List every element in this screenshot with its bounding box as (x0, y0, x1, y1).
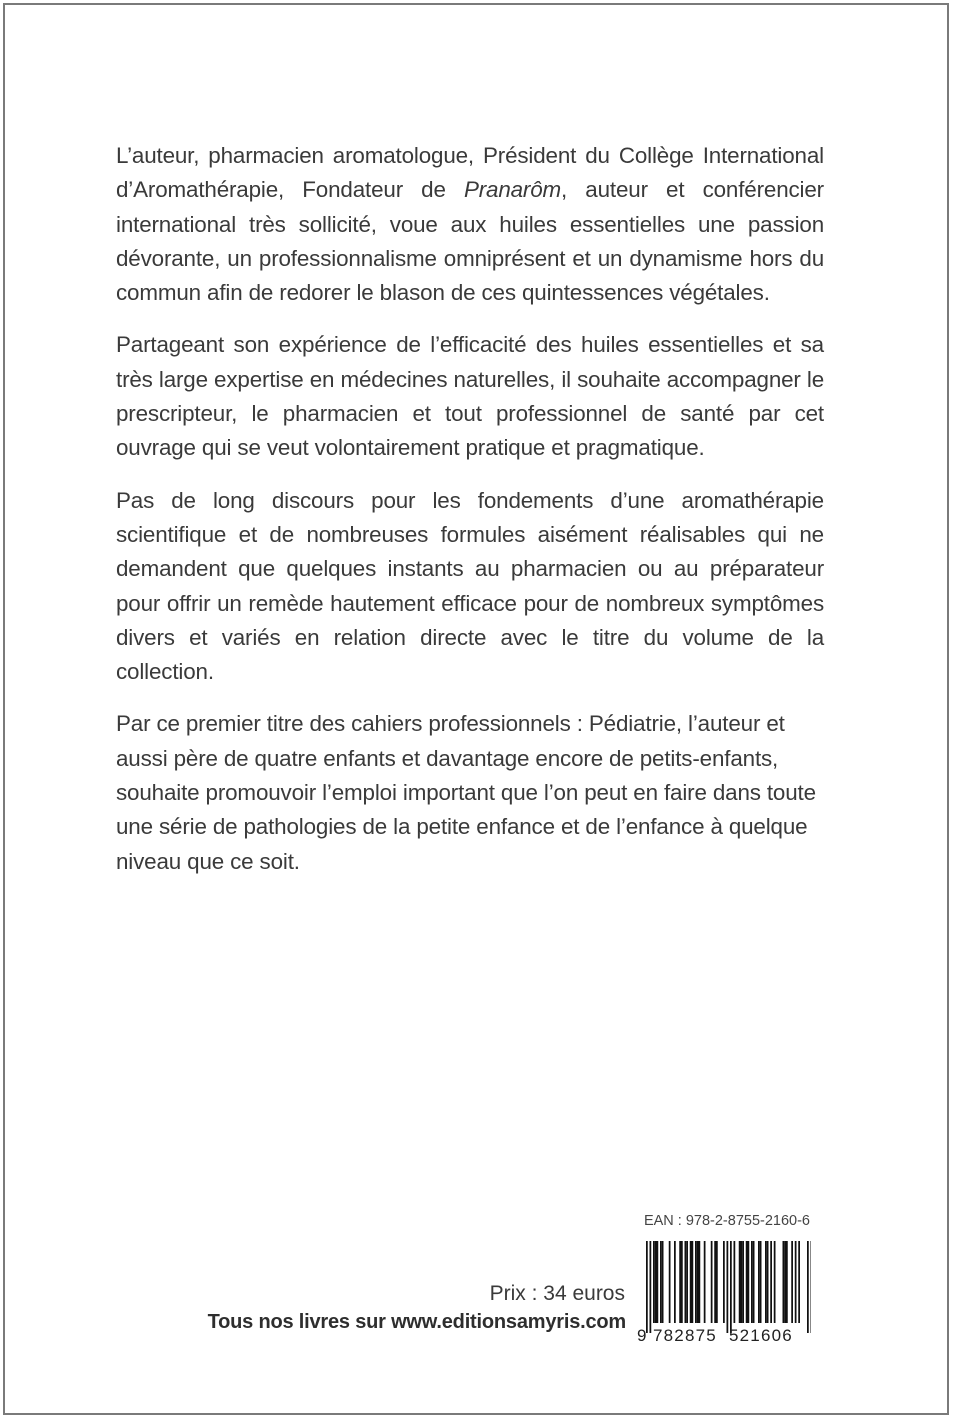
website-line: Tous nos livres sur www.editionsamyris.com (207, 1311, 626, 1333)
paragraph-pediatrics: Par ce premier titre des cahiers professionnels : Pédiatrie, l’auteur et aussi père de quatre enfants et davantage encore de petits-enfants, souhaite promouvoir l’emploi important que l’on peut en faire dans toute une série de pathologies de la petite enfance et de l’enfance à quelque niveau que ce soit. (116, 711, 816, 874)
barcode-bar (765, 1241, 767, 1323)
barcode-bar (730, 1241, 732, 1333)
barcode-bar (795, 1241, 797, 1323)
barcode-bar (679, 1241, 681, 1323)
barcode-bar (690, 1241, 692, 1323)
barcode-bar (662, 1241, 664, 1323)
barcode-bar (774, 1241, 776, 1323)
paragraph-author-start: L’auteur, pharmacien aromatologue, Président du Collège International d’Aromathérapie, Fondateur de (116, 143, 824, 203)
barcode-digit-prefix: 9 (637, 1326, 647, 1345)
barcode-bar (681, 1241, 683, 1323)
ean-label: EAN : 978-2-8755-2160-6 (643, 1213, 810, 1229)
barcode-bar (741, 1241, 743, 1323)
barcode-bar (657, 1241, 659, 1323)
barcode-bar (716, 1241, 718, 1323)
barcode-bar (727, 1241, 729, 1333)
barcode-bar (655, 1241, 657, 1323)
barcode-bar (723, 1241, 725, 1323)
barcode-digits-group-2: 521606 (729, 1326, 793, 1345)
price-label: Prix : 34 euros (489, 1282, 625, 1305)
barcode-bar (783, 1241, 785, 1323)
barcode-bar (704, 1241, 706, 1323)
barcode-bar (695, 1241, 697, 1323)
paragraph-experience: Partageant son expérience de l’efficacité des huiles essentielles et sa très large expertise en médecines naturelles, il souhaite accompagner le prescripteur, le pharmacien et tout professionnel de santé par cet ouvrage qui se veut volontairement pratique et pragmatique. (116, 332, 824, 461)
barcode-bar (650, 1241, 652, 1333)
barcode-bar (791, 1241, 793, 1323)
barcode-bar (748, 1241, 750, 1323)
barcode-bar (767, 1241, 769, 1323)
barcode-bar (739, 1241, 741, 1323)
barcode-bar (742, 1241, 744, 1323)
back-cover-text (116, 139, 824, 897)
barcode-bar (686, 1241, 688, 1323)
barcode-bar (760, 1241, 762, 1323)
barcode-bar (770, 1241, 772, 1323)
barcode-bar (746, 1241, 748, 1323)
barcode-bar (646, 1241, 648, 1333)
barcode-bar (692, 1241, 694, 1323)
barcode-bar (784, 1241, 786, 1323)
barcode-bar (798, 1241, 800, 1323)
barcode-bar (699, 1241, 701, 1323)
barcode-bar (786, 1241, 788, 1323)
barcode-bar (811, 1241, 812, 1333)
barcode-bar (751, 1241, 753, 1323)
paragraph-author-end: , auteur et conférencier international très sollicité, voue aux huiles essentielles une passion dévorante, un professionnalisme omniprésent et un dynamisme hors du commun afin de redorer le blason de ces quintessences végétales. (116, 177, 824, 306)
barcode-bar (669, 1241, 671, 1323)
barcode-bar (653, 1241, 655, 1323)
paragraph-discourse: Pas de long discours pour les fondements d’une aromathérapie scientifique et de nombreuses formules aisément réalisables qui ne demandent que quelques instants au pharmacien ou au préparateur pour offrir un remède hautement efficace pour de nombreux symptômes divers et variés en relation directe avec le titre du volume de la collection. (116, 487, 824, 685)
barcode-bar (711, 1241, 713, 1323)
barcode-bar (734, 1241, 736, 1323)
barcode-bar (714, 1241, 716, 1323)
barcode-bar (807, 1241, 809, 1333)
barcode-bar (697, 1241, 699, 1323)
barcode-bar (674, 1241, 676, 1323)
barcode-digits-group-1: 782875 (653, 1326, 717, 1345)
paragraph-author (116, 139, 824, 310)
pranarom-brand: Pranarôm (463, 177, 562, 203)
barcode (633, 1241, 811, 1345)
barcode-bar (758, 1241, 760, 1323)
barcode-bar (685, 1241, 687, 1323)
barcode-bar (660, 1241, 662, 1323)
barcode-bar (753, 1241, 755, 1323)
